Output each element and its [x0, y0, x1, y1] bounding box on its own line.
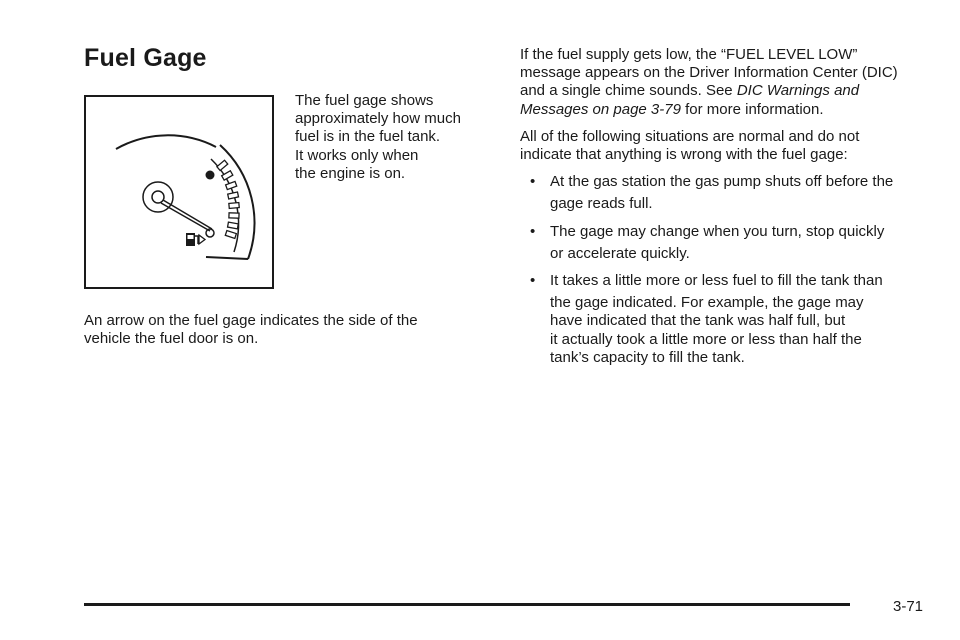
- list-item-line: tank’s capacity to fill the tank.: [550, 348, 745, 366]
- list-item-line: It takes a little more or less fuel to fill the tank than: [550, 272, 883, 290]
- list-item: [520, 173, 940, 213]
- figure-caption: [295, 92, 485, 183]
- list-item-line: At the gas station the gas pump shuts off before the: [550, 173, 894, 191]
- list-item-line: it actually took a little more or less than half the: [550, 330, 862, 348]
- fuel-gage-illustration: [86, 97, 272, 287]
- paragraph-line: vehicle the fuel door is on.: [84, 330, 259, 348]
- page-number: 3-71: [893, 598, 924, 615]
- list-item-line: have indicated that the tank was half full, but: [550, 312, 846, 330]
- situations-list: [520, 173, 940, 367]
- paragraph-line: If the fuel supply gets low, the “FUEL LEVEL LOW”: [520, 46, 858, 63]
- paragraph-line: All of the following situations are normal and do not: [520, 127, 860, 145]
- right-column: [520, 46, 940, 376]
- caption-line: approximately how much: [295, 110, 461, 128]
- paragraph-line: [520, 101, 940, 119]
- cross-reference-link[interactable]: DIC Warnings and: [736, 82, 860, 100]
- fuel-door-arrow-icon: [199, 235, 205, 244]
- list-item-line: gage reads full.: [550, 195, 653, 213]
- paragraph-line: indicate that anything is wrong with the fuel gage:: [520, 146, 848, 164]
- list-item-line: The gage may change when you turn, stop quickly: [550, 222, 885, 240]
- caption-line: fuel is in the fuel tank.: [295, 128, 441, 146]
- paragraph-line: An arrow on the fuel gage indicates the side of the: [84, 312, 418, 329]
- gage-needle: [161, 200, 212, 231]
- paragraph-line: message appears on the Driver Information Center (DIC): [520, 64, 898, 82]
- cross-reference-link[interactable]: Messages on page 3-79: [520, 100, 681, 118]
- page-title: Fuel Gage: [84, 44, 207, 72]
- paragraph-text: and a single chime sounds. See: [520, 82, 737, 100]
- normal-situations-paragraph: [520, 128, 940, 164]
- fuel-pump-icon: [186, 233, 198, 246]
- caption-line: the engine is on.: [295, 164, 406, 182]
- list-item: [520, 223, 940, 263]
- list-item-line: or accelerate quickly.: [550, 244, 690, 262]
- bullet-icon: •: [530, 272, 536, 290]
- low-fuel-paragraph: [520, 46, 940, 119]
- paragraph-line: [520, 82, 940, 100]
- bullet-icon: •: [530, 173, 536, 191]
- list-item: [520, 272, 940, 367]
- bullet-icon: •: [530, 222, 536, 240]
- caption-line: It works only when: [295, 146, 419, 164]
- fuel-gage-figure: [84, 95, 274, 289]
- paragraph-text: for more information.: [680, 100, 824, 118]
- full-marker: [206, 171, 215, 180]
- caption-line: The fuel gage shows: [295, 92, 434, 109]
- footer-rule: [84, 603, 850, 606]
- fuel-door-paragraph: [84, 312, 484, 348]
- list-item-line: the gage indicated. For example, the gage may: [550, 294, 864, 312]
